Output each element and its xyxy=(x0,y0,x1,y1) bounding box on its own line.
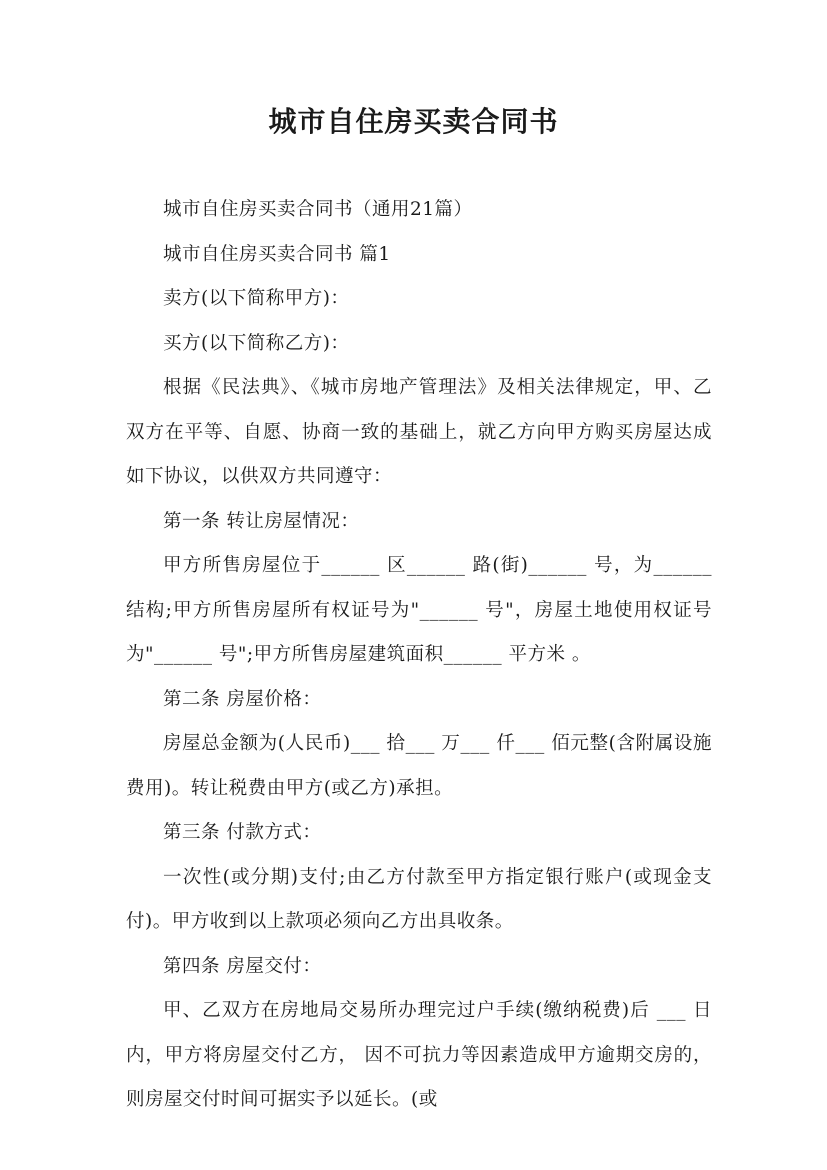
article-4-body: 甲、乙双方在房地局交易所办理完过户手续(缴纳税费)后 ___ 日内，甲方将房屋交付乙方， 因不可抗力等因素造成甲方逾期交房的，则房屋交付时间可据实予以延长。(或 xyxy=(126,1000,712,1110)
article-1-heading: 第一条 转让房屋情况： xyxy=(163,510,360,532)
article-4-heading: 第四条 房屋交付： xyxy=(163,955,322,977)
document-body xyxy=(126,188,712,1123)
preamble-paragraph: 根据《民法典》、《城市房地产管理法》及相关法律规定，甲、乙双方在平等、自愿、协商一致的基础上，就乙方向甲方购买房屋达成如下协议，以供双方共同遵守： xyxy=(126,377,712,487)
document-title: 城市自住房买卖合同书 xyxy=(268,105,559,138)
article-1-body: 甲方所售房屋位于______ 区______ 路(街)______ 号，为______ 结构;甲方所售房屋所有权证号为"______ 号"，房屋土地使用权证号为"______ 号";甲方所售房屋建筑面积______ 平方米 。 xyxy=(126,555,712,665)
article-3-heading: 第三条 付款方式： xyxy=(163,822,322,843)
article-2-body: 房屋总金额为(人民币)___ 拾___ 万___ 仟___ 佰元整(含附属设施费用)。转让税费由甲方(或乙方)承担。 xyxy=(126,733,712,799)
subtitle-paragraph: 城市自住房买卖合同书（通用21篇） xyxy=(163,199,473,220)
article-3-body: 一次性(或分期)支付;由乙方付款至甲方指定银行账户(或现金支付)。甲方收到以上款项必须向乙方出具收条。 xyxy=(126,866,712,932)
section-heading: 城市自住房买卖合同书 篇1 xyxy=(163,243,391,265)
buyer-line: 买方(以下简称乙方)： xyxy=(163,332,350,354)
seller-line: 卖方(以下简称甲方)： xyxy=(163,288,350,309)
article-2-heading: 第二条 房屋价格： xyxy=(163,688,322,710)
